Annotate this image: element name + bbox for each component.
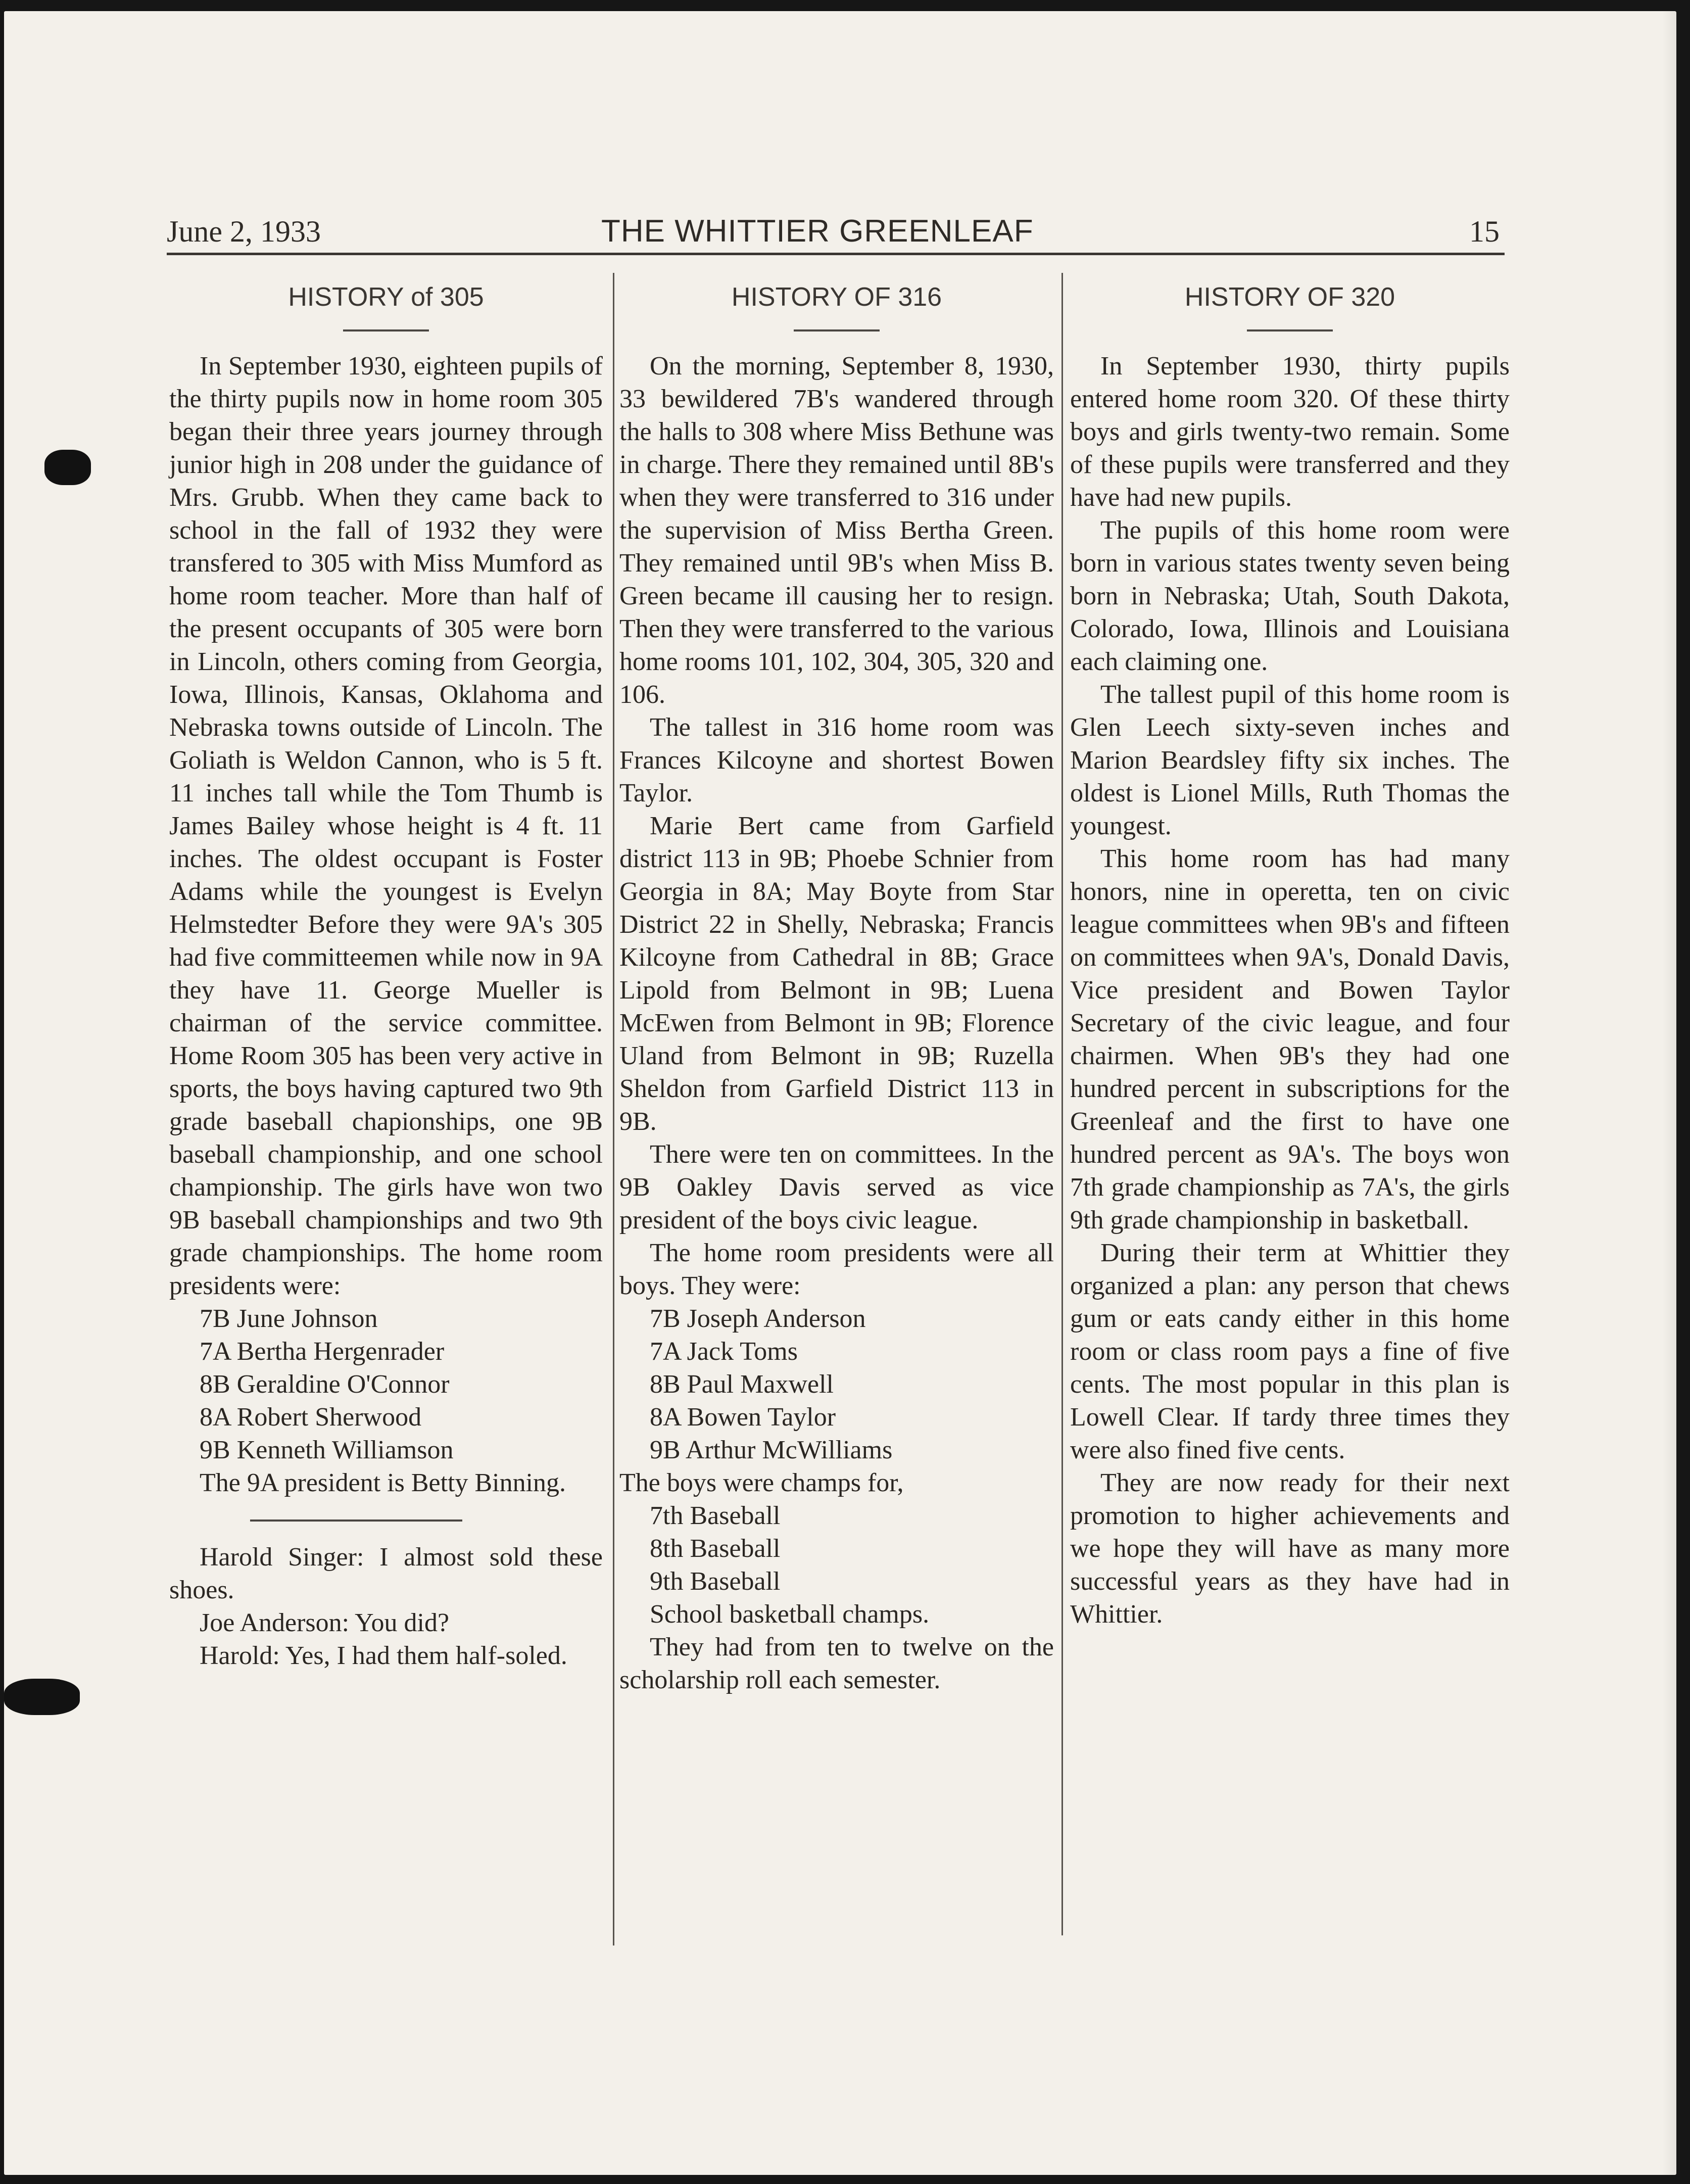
joke-line: Harold: Yes, I had them half-soled. <box>200 1641 567 1670</box>
article-heading: HISTORY OF 316 <box>731 282 942 312</box>
article-history-305 <box>169 277 603 1672</box>
article-paragraph: In September 1930, thirty pupils entered home room 320. Of these thirty boys and girls twenty-two remain. Some of these pupils were transferred and they have had new pupils. <box>1070 352 1510 512</box>
page-header <box>0 211 1690 252</box>
article-paragraph: They are now ready for their next promotion to higher achievements and we hope they will have as many more successful years as they have had in Whittier. <box>1070 1468 1510 1629</box>
article-paragraph: This home room has had many honors, nine in operetta, ten on civic league committees when 9B's and fifteen on committees when 9A's, Donald Davis, Vice president and Bowen Taylor Secretary of the civic league, and four chairmen. When 9B's they had one hundred percent in subscriptions for the Greenleaf and the first to have one hundred percent as 9A's. The boys won 7th grade championship as 7A's, the girls 9th grade championship in basketball. <box>1070 844 1510 1235</box>
article-paragraph: The tallest pupil of this home room is Glen Leech sixty-seven inches and Marion Beardsley fifty six inches. The oldest is Lionel Mills, Ruth Thomas the youngest. <box>1070 680 1510 840</box>
column-divider-left <box>613 273 614 1945</box>
president-list-item: 8A Bowen Taylor <box>650 1403 836 1432</box>
article-paragraph: There were ten on committees. In the 9B Oakley Davis served as vice president of the boys civic league. <box>619 1140 1054 1235</box>
article-paragraph: The home room presidents were all boys. They were: <box>619 1239 1054 1300</box>
article-paragraph: During their term at Whittier they organized a plan: any person that chews gum or eats candy either in this home room or class room pays a fine of five cents. The most popular in this plan is Lowell Clear. If tardy three times they were also fined five cents. <box>1070 1239 1510 1464</box>
article-history-320 <box>1070 277 1510 1631</box>
header-rule <box>167 253 1505 255</box>
article-heading: HISTORY of 305 <box>288 282 484 312</box>
page-number: 15 <box>1469 215 1500 248</box>
champs-list-item: 8th Baseball <box>650 1534 781 1563</box>
article-paragraph: Marie Bert came from Garfield district 113 in 9B; Phoebe Schnier from Georgia in 8A; May Boyte from Star District 22 in Shelly, Nebraska; Francis Kilcoyne from Cathedral in 8B; Grace Lipold from Belmont in 9B; Luena McEwen from Belmont in 9B; Florence Uland from Belmont in 9B; Ruzella Sheldon from Garfield District 113 in 9B. <box>619 812 1054 1136</box>
president-list-item: 7B Joseph Anderson <box>650 1304 866 1333</box>
president-list-item: 8B Geraldine O'Connor <box>200 1370 450 1399</box>
article-paragraph: In September 1930, eighteen pupils of the thirty pupils now in home room 305 began their three years journey through junior high in 208 under the guidance of Mrs. Grubb. When they came back to school in the fall of 1932 they were transfered to 305 with Miss Mumford as home room teacher. More than half of the present occupants of 305 were born in Lincoln, others coming from Georgia, Iowa, Illinois, Kansas, Oklahoma and Nebraska towns outside of Lincoln. The Goliath is Weldon Cannon, who is 5 ft. 11 inches tall while the Tom Thumb is James Bailey whose height is 4 ft. 11 inches. The oldest occupant is Foster Adams while the youngest is Evelyn Helmstedter Before they were 9A's 305 had five committeemen while now in 9A they have 11. George Mueller is chairman of the service committee. Home Room 305 has been very active in sports, the boys having captured two 9th grade baseball chapionships, one 9B baseball championship, and one school championship. The girls have won two 9B baseball championships and two 9th grade championships. The home room presidents were: <box>169 352 603 1300</box>
heading-rule <box>794 329 880 331</box>
article-history-316 <box>619 277 1054 1696</box>
article-paragraph: The tallest in 316 home room was Frances Kilcoyne and shortest Bowen Taylor. <box>619 713 1054 808</box>
article-heading: HISTORY OF 320 <box>1184 282 1395 312</box>
champs-list-item: 7th Baseball <box>650 1501 781 1530</box>
president-list-item: 7B June Johnson <box>200 1304 378 1333</box>
champs-list-item: School basketball champs. <box>650 1600 930 1629</box>
president-list-item: 8B Paul Maxwell <box>650 1370 834 1399</box>
binder-hole-lower <box>4 1679 80 1715</box>
article-paragraph: The 9A president is Betty Binning. <box>200 1468 566 1497</box>
president-list-item: 9B Kenneth Williamson <box>200 1436 454 1464</box>
president-list-item: 7A Jack Toms <box>650 1337 798 1366</box>
article-paragraph: They had from ten to twelve on the scholarship roll each semester. <box>619 1633 1054 1694</box>
heading-rule <box>1247 329 1333 331</box>
joke-line: Harold Singer: I almost sold these shoes. <box>169 1543 603 1604</box>
president-list-item: 7A Bertha Hergenrader <box>200 1337 445 1366</box>
president-list-item: 9B Arthur McWilliams <box>650 1436 893 1464</box>
binder-hole-upper <box>44 450 91 485</box>
heading-rule <box>343 329 429 331</box>
president-list-item: 8A Robert Sherwood <box>200 1403 422 1432</box>
champs-list-item: 9th Baseball <box>650 1567 781 1596</box>
masthead-title: THE WHITTIER GREENLEAF <box>601 214 1034 249</box>
article-paragraph: The pupils of this home room were born in various states twenty seven being born in Nebraska; Utah, South Dakota, Colorado, Iowa, Illinois and Louisiana each claiming one. <box>1070 516 1510 676</box>
issue-date: June 2, 1933 <box>167 215 321 248</box>
article-paragraph: On the morning, September 8, 1930, 33 bewildered 7B's wandered through the halls to 308 where Miss Bethune was in charge. There they remained until 8B's when they were transferred to 316 under the supervision of Miss Bertha Green. They remained until 9B's when Miss B. Green became ill causing her to resign. Then they were transferred to the various home rooms 101, 102, 304, 305, 320 and 106. <box>619 352 1054 709</box>
section-divider <box>250 1520 462 1522</box>
article-paragraph: The boys were champs for, <box>619 1468 904 1497</box>
joke-line: Joe Anderson: You did? <box>200 1608 450 1637</box>
column-divider-right <box>1061 273 1063 1935</box>
